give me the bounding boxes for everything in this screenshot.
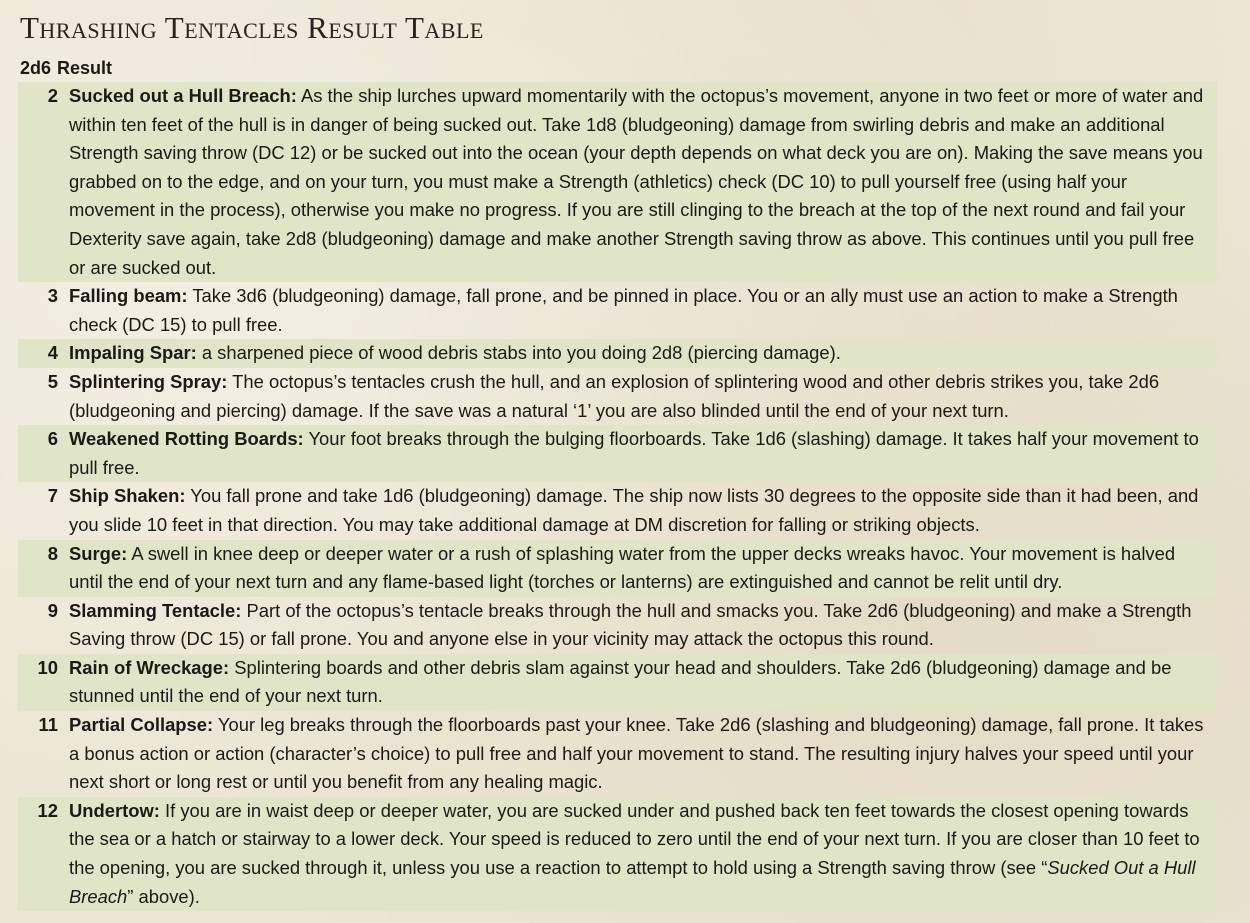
result-name: Partial Collapse:	[69, 714, 214, 736]
roll-number: 3	[47, 285, 58, 307]
roll-number: 10	[37, 656, 58, 678]
result-description: a sharpened piece of wood debris stabs into you doing 2d8 (piercing damage).	[196, 342, 841, 364]
result-description: Part of the octopus’s tentacle breaks through the hull and smacks you. Take 2d6 (bludgeoning) and make a Strength Saving throw (DC 15) or fall prone. You and anyone else in your vicinity may attack the octopus this round.	[69, 599, 1192, 650]
result-description: The octopus’s tentacles crush the hull, and an explosion of splintering wood and other debris strikes you, take 2d6 (bludgeoning and piercing) damage. If the save was a natural ‘1’ you are also blinded until the end of your next turn.	[69, 370, 1160, 421]
header-result: Result	[57, 58, 113, 78]
roll-number: 2	[47, 85, 58, 106]
table-row	[18, 597, 1217, 654]
result-name: Impaling Spar:	[69, 342, 197, 364]
row-text	[58, 654, 1217, 711]
result-name: Undertow:	[69, 799, 160, 821]
table-row	[18, 711, 1217, 797]
result-table	[18, 54, 1218, 911]
result-reference-italic: Sucked Out a Hull Breach	[69, 857, 1196, 907]
roll-number: 11	[38, 714, 58, 736]
row-text	[58, 368, 1217, 425]
result-description: As the ship lurches upward momentarily with the octopus’s movement, anyone in two feet or more of water and within ten feet of the hull is in danger of being sucked out. Take 1d8 (bludgeoning) damage from swirling debris and make an additional Strength saving throw (DC 12) or be sucked out into the ocean (your depth depends on what deck you are on). Making the save means you grabbed on to the edge, and on your turn, you must make a Strength (athletics) check (DC 10) to pull yourself free (using half your movement in the process), otherwise you make no progress. If you are still clinging to the breach at the top of the next round and fail your Dexterity save again, take 2d8 (bludgeoning) damage and make another Strength saving throw as above. This continues until you pull free or are sucked out.	[69, 85, 1204, 278]
table-row	[18, 425, 1217, 482]
result-name: Falling beam:	[69, 285, 188, 307]
table-row	[18, 654, 1217, 711]
result-name: Splintering Spray:	[69, 370, 228, 392]
result-description: You fall prone and take 1d6 (bludgeoning) damage. The ship now lists 30 degrees to the opposite side than it had been, and you slide 10 feet in that direction. You may take additional damage at DM discretion for falling or striking objects.	[69, 485, 1199, 535]
roll-number: 5	[47, 370, 58, 392]
table-row	[18, 282, 1217, 339]
table-row	[18, 797, 1217, 911]
row-text	[58, 711, 1217, 797]
row-text	[58, 540, 1217, 597]
roll-number: 6	[47, 428, 58, 450]
row-text	[58, 282, 1217, 339]
table-title: Thrashing Tentacles Result Table	[20, 10, 484, 45]
row-text	[58, 82, 1217, 282]
result-name: Weakened Rotting Boards:	[69, 428, 304, 450]
row-text	[58, 797, 1217, 911]
result-description: Your leg breaks through the floorboards past your knee. Take 2d6 (slashing and bludgeoning) damage, fall prone. It takes a bonus action or action (character’s choice) to pull free and half your movement to stand. The resulting injury halves your speed until your next short or long rest or until you benefit from any healing magic.	[69, 714, 1204, 793]
row-text	[58, 339, 1217, 368]
result-name: Sucked out a Hull Breach:	[69, 85, 297, 106]
result-description: Take 3d6 (bludgeoning) damage, fall prone, and be pinned in place. You or an ally must use an action to make a Strength check (DC 15) to pull free.	[69, 285, 1178, 335]
page	[18, 8, 1218, 911]
roll-number: 12	[37, 799, 58, 821]
roll-number: 7	[47, 485, 58, 507]
result-description: Splintering boards and other debris slam against your head and shoulders. Take 2d6 (bludgeoning) damage and be stunned until the end of your next turn.	[69, 656, 1172, 707]
result-description: If you are in waist deep or deeper water, you are sucked under and pushed back ten feet towards the closest opening towards the sea or a hatch or stairway to a lower deck. Your speed is reduced to zero until the end of your next turn. If you are closer than 10 feet to the opening, you are sucked through it, unless you use a reaction to attempt to hold using a Strength saving throw (see “	[69, 799, 1200, 879]
table-row	[18, 540, 1217, 597]
table-header	[18, 54, 1218, 82]
table-row	[18, 482, 1217, 539]
roll-number: 4	[47, 342, 58, 364]
roll-number: 8	[47, 542, 58, 564]
result-description-end: ” above).	[127, 885, 200, 907]
result-name: Slamming Tentacle:	[69, 599, 242, 621]
result-description: A swell in knee deep or deeper water or a rush of splashing water from the upper decks wreaks havoc. Your movement is halved until the end of your next turn and any flame-based light (torches or lanterns) are extinguished and cannot be relit until dry.	[69, 542, 1176, 593]
roll-number: 9	[47, 599, 58, 621]
result-name: Rain of Wreckage:	[69, 656, 230, 678]
row-text	[58, 482, 1217, 539]
result-description: Your foot breaks through the bulging floorboards. Take 1d6 (slashing) damage. It takes half your movement to pull free.	[69, 428, 1199, 478]
table-row	[18, 339, 1217, 368]
table-row	[18, 82, 1217, 282]
row-text	[58, 425, 1217, 482]
result-name: Surge:	[69, 542, 128, 564]
row-text	[58, 597, 1217, 654]
table-row	[18, 368, 1217, 425]
header-roll: 2d6	[20, 58, 52, 78]
result-name: Ship Shaken:	[69, 485, 186, 507]
